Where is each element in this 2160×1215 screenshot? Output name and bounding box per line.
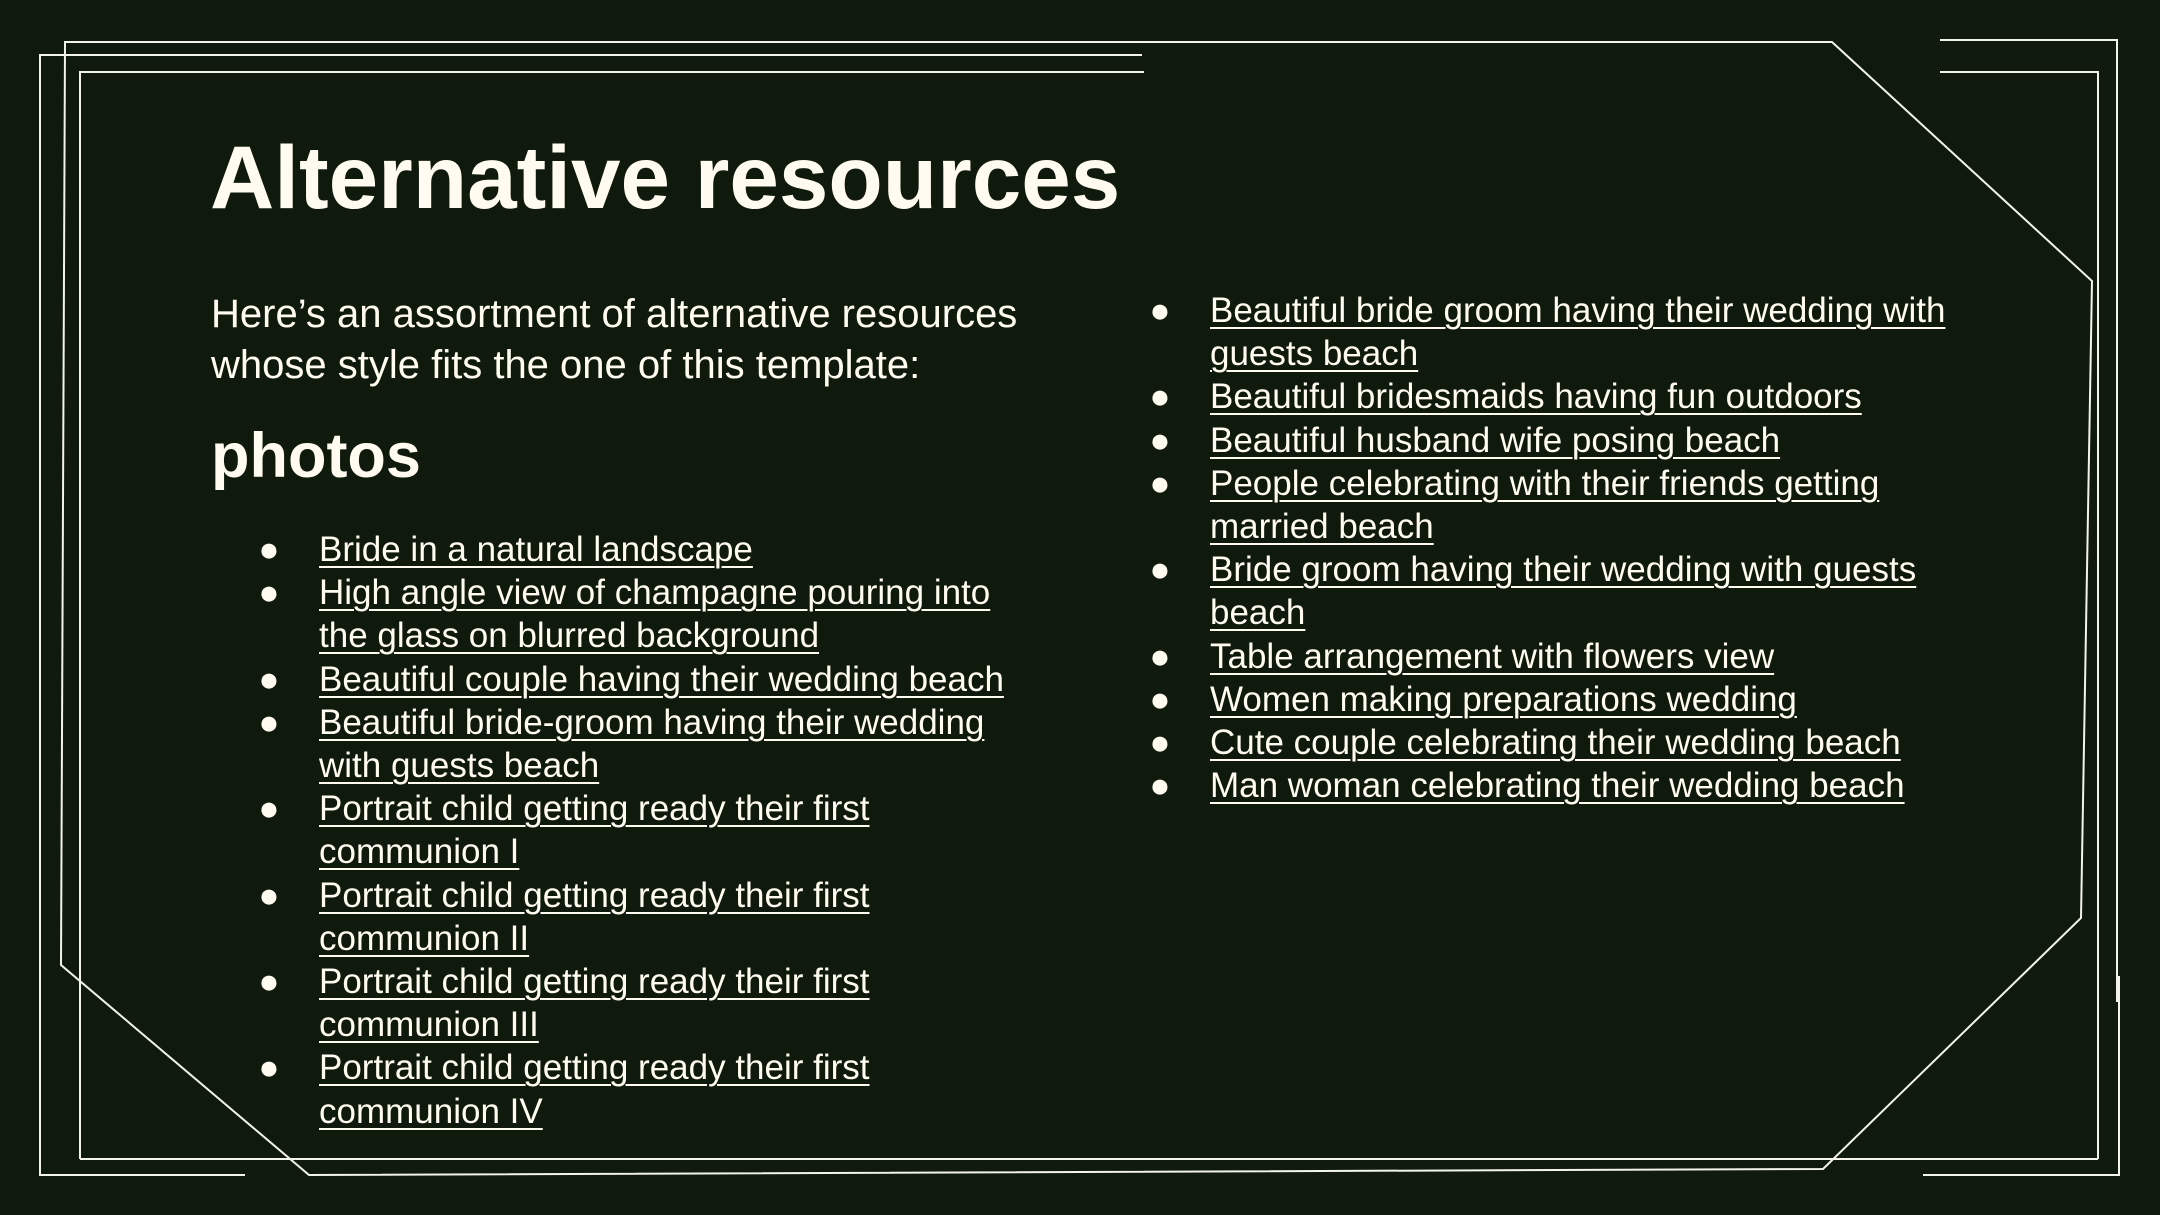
bullet-icon: ● [1149,679,1171,719]
list-item [258,571,1039,657]
bullet-icon: ● [258,1048,280,1088]
bullet-icon: ● [258,659,280,699]
bullet-icon: ● [258,573,280,613]
bullet-icon: ● [258,530,280,569]
resource-link[interactable]: Beautiful couple having their wedding beach [319,659,1004,699]
bullet-icon: ● [258,962,280,1002]
bullet-icon: ● [1149,723,1171,763]
resource-link[interactable]: Bride in a natural landscape [319,530,753,569]
bullet-icon: ● [1149,420,1171,460]
resource-link[interactable]: Portrait child getting ready their first communion I [319,789,870,872]
list-item [258,528,1039,571]
bullet-icon: ● [1149,291,1171,330]
list-item [1149,548,1970,634]
list-item [1149,375,1970,418]
resource-link[interactable]: Portrait child getting ready their first communion III [319,962,870,1045]
list-item [1149,635,1970,678]
bullet-icon: ● [1149,636,1171,676]
list-item [1149,764,1970,807]
page-title: Alternative resources [210,127,1121,227]
bullet-icon: ● [258,789,280,829]
list-item [258,1046,1039,1132]
resource-link[interactable]: People celebrating with their friends getting married beach [1210,463,1880,547]
resource-link[interactable]: Beautiful bride-groom having their wedding with guests beach [319,702,985,786]
resource-link[interactable]: Beautiful bridesmaids having fun outdoors [1210,377,1862,417]
list-item [258,701,1039,787]
resource-link[interactable]: High angle view of champagne pouring into the glass on blurred background [319,573,991,656]
resource-link[interactable]: Portrait child getting ready their first communion II [319,875,870,958]
list-item [1149,419,1970,462]
list-item [258,874,1039,960]
list-item [258,658,1039,701]
bullet-icon: ● [1149,463,1171,503]
bullet-icon: ● [1149,377,1171,417]
bullet-icon: ● [258,702,280,742]
resource-link[interactable]: Portrait child getting ready their first communion IV [319,1048,870,1131]
list-item [258,960,1039,1046]
bullet-icon: ● [1149,766,1171,806]
resource-link[interactable]: Table arrangement with flowers view [1210,636,1775,676]
resource-link[interactable]: Bride groom having their wedding with guests beach [1210,550,1917,633]
resource-link[interactable]: Beautiful bride groom having their wedding with guests beach [1210,291,1946,374]
resource-link[interactable]: Women making preparations wedding [1210,679,1797,719]
bullet-icon: ● [1149,550,1171,590]
list-item [258,787,1039,873]
bullet-icon: ● [258,875,280,915]
list-item [1149,462,1970,548]
resource-link[interactable]: Man woman celebrating their wedding beach [1210,766,1905,806]
resource-link[interactable]: Cute couple celebrating their wedding beach [1210,723,1901,763]
list-item [1149,289,1970,375]
list-item [1149,678,1970,721]
intro-text: Here’s an assortment of alternative resources whose style fits the one of this template: [211,292,1018,387]
right-photo-resource-list [1149,289,1970,807]
list-item [1149,721,1970,764]
left-photo-resource-list [258,528,1039,1133]
photos-heading: photos [211,421,421,491]
resource-link[interactable]: Beautiful husband wife posing beach [1210,420,1781,460]
